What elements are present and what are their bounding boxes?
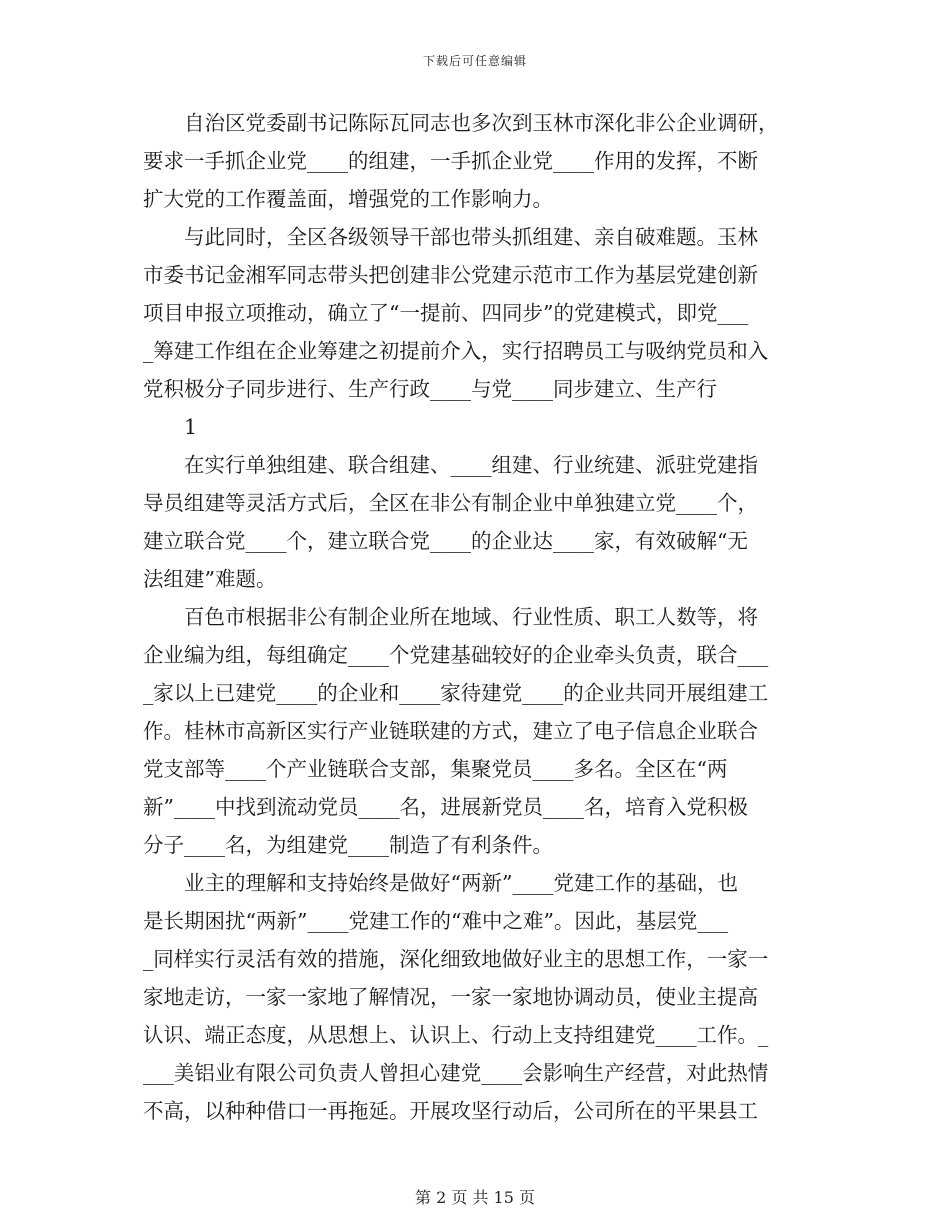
page-footer-page-number: 第 2 页 共 15 页: [415, 1188, 535, 1207]
text-line: 自治区党委副书记陈际瓦同志也多次到玉林市深化非公企业调研，: [143, 111, 779, 135]
text-line: 认识、端正态度，从思想上、认识上、行动上支持组建党____工作。_: [143, 1023, 769, 1047]
text-line: ___美铝业有限公司负责人曾担心建党____会影响生产经营，对此热情: [143, 1061, 769, 1085]
text-line: 项目申报立项推动，确立了“一提前、四同步”的党建模式，即党___: [143, 301, 749, 325]
text-line: 在实行单独组建、联合组建、____组建、行业统建、派驻党建指: [143, 453, 758, 477]
text-line: 建立联合党____个，建立联合党____的企业达____家，有效破解“无: [143, 529, 748, 553]
text-line: 企业编为组，每组确定____个党建基础较好的企业牵头负责，联合___: [143, 643, 769, 667]
text-line: _筹建工作组在企业筹建之初提前介入，实行招聘员工与吸纳党员和入: [143, 339, 769, 363]
text-line: _家以上已建党____的企业和____家待建党____的企业共同开展组建工: [143, 681, 769, 705]
text-line: _同样实行灵活有效的措施，深化细致地做好业主的思想工作，一家一: [143, 947, 769, 971]
text-line: 与此同时，全区各级领导干部也带头抓组建、亲自破难题。玉林: [143, 225, 758, 249]
text-line: 导员组建等灵活方式后，全区在非公有制企业中单独建立党____个，: [143, 491, 758, 515]
text-line: 党积极分子同步进行、生产行政____与党____同步建立、生产行: [143, 377, 717, 401]
text-line: 法组建”难题。: [143, 567, 277, 591]
text-line: 党支部等____个产业链联合支部，集聚党员____多名。全区在“两: [143, 757, 728, 781]
page-header-note: 下载后可任意编辑: [422, 54, 527, 68]
text-line: 分子____名，为组建党____制造了有利条件。: [143, 833, 553, 857]
text-line: 不高，以种种借口一再拖延。开展攻坚行动后，公司所在的平果县工: [143, 1099, 758, 1123]
text-line: 作。桂林市高新区实行产业链联建的方式，建立了电子信息企业联合: [143, 719, 758, 743]
page-number-inline: 1: [143, 415, 198, 439]
text-line: 新”____中找到流动党员____名，进展新党员____名，培育入党积极: [143, 795, 748, 819]
text-line: 家地走访，一家一家地了解情况，一家一家地协调动员，使业主提高: [143, 985, 758, 1009]
text-line: 扩大党的工作覆盖面，增强党的工作影响力。: [143, 187, 553, 211]
text-line: 百色市根据非公有制企业所在地域、行业性质、职工人数等，将: [143, 605, 758, 629]
text-line: 业主的理解和支持始终是做好“两新”____党建工作的基础，也: [143, 871, 738, 895]
document-body: [143, 104, 808, 1130]
text-line: 是长期困扰“两新”____党建工作的“难中之难”。因此，基层党___: [143, 909, 729, 933]
text-line: 要求一手抓企业党____的组建，一手抓企业党____作用的发挥，不断: [143, 149, 758, 173]
text-line: 市委书记金湘军同志带头把创建非公党建示范市工作为基层党建创新: [143, 263, 758, 287]
